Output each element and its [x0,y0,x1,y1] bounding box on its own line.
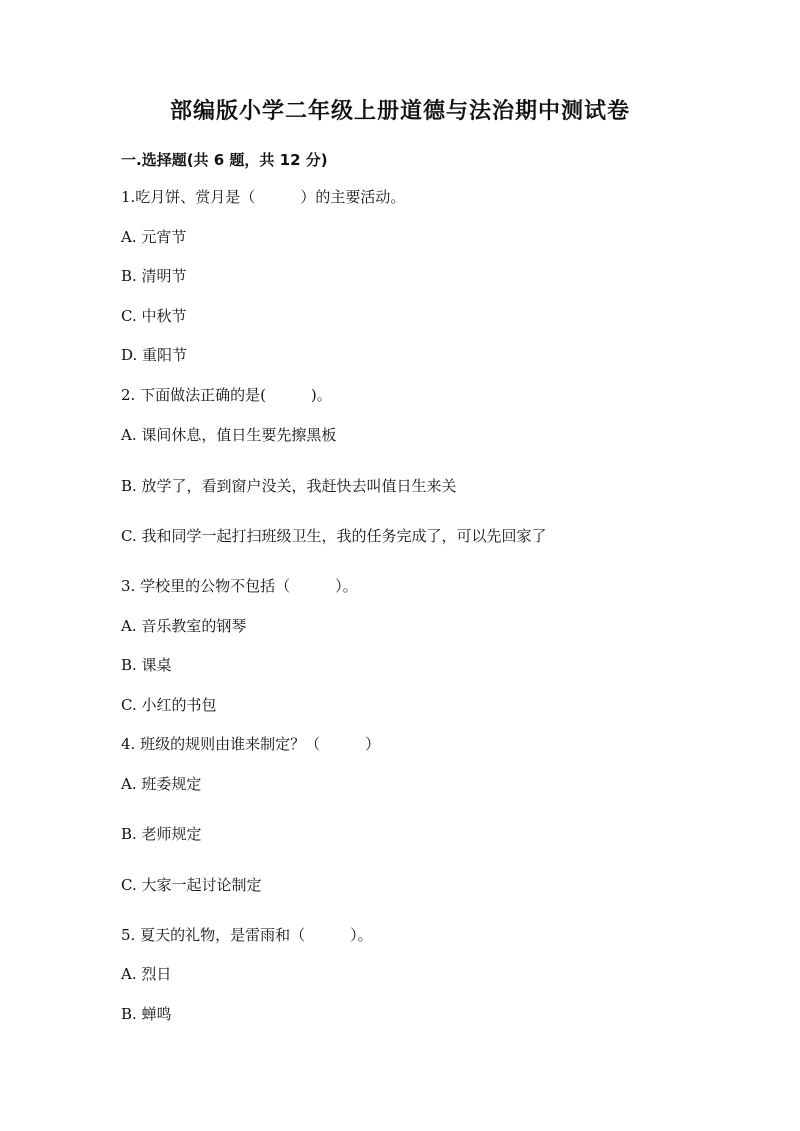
answer-option: D. 重阳节 [121,346,188,364]
question-stem: 5. 夏天的礼物，是雷雨和（ ）。 [121,926,373,944]
question-stem: 4. 班级的规则由谁来制定？（ ） [121,735,381,753]
page-title: 部编版小学二年级上册道德与法治期中测试卷 [169,99,630,124]
answer-option: A. 音乐教室的钢琴 [121,617,247,635]
answer-option: B. 放学了，看到窗户没关，我赶快去叫值日生来关 [121,477,457,495]
answer-option: A. 课间休息，值日生要先擦黑板 [121,426,337,444]
answer-option: C. 大家一起讨论制定 [121,876,262,894]
answer-option: B. 老师规定 [121,825,202,843]
answer-option: C. 我和同学一起打扫班级卫生，我的任务完成了，可以先回家了 [121,527,547,545]
answer-option: A. 烈日 [121,965,172,983]
answer-option: C. 中秋节 [121,307,187,325]
answer-option: A. 元宵节 [121,228,187,246]
answer-option: B. 课桌 [121,656,172,674]
answer-option: A. 班委规定 [121,775,202,793]
section-heading: 一.选择题(共 6 题，共 12 分) [121,151,328,169]
question-stem: 3. 学校里的公物不包括（ ）。 [121,577,358,595]
question-stem: 2. 下面做法正确的是( )。 [121,386,332,404]
answer-option: B. 蝉鸣 [121,1005,172,1023]
answer-option: B. 清明节 [121,267,187,285]
answer-option: C. 小红的书包 [121,696,217,714]
question-stem: 1.吃月饼、赏月是（ ）的主要活动。 [121,188,406,206]
